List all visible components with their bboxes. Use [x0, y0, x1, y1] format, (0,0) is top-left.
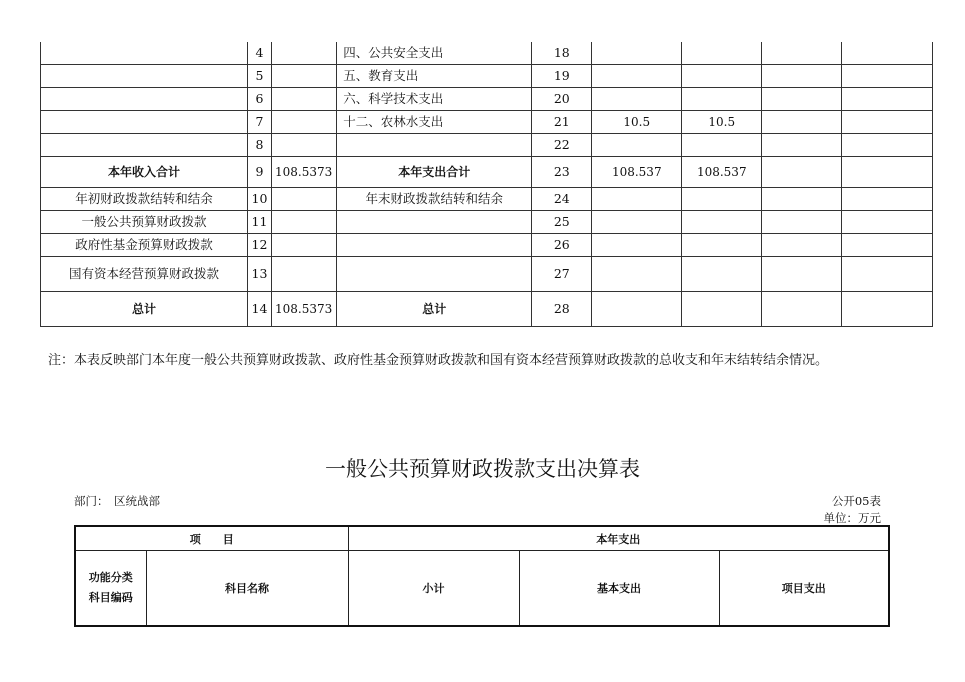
- income-item: 年初财政拨款结转和结余: [41, 188, 248, 211]
- expense-line-no: 21: [532, 111, 592, 134]
- expense-general-budget: [682, 257, 762, 292]
- income-amount: [272, 88, 337, 111]
- income-line-no: 12: [248, 234, 272, 257]
- expense-total: [592, 211, 682, 234]
- expense-gov-fund: [762, 292, 842, 327]
- expense-gov-fund: [762, 65, 842, 88]
- income-amount: [272, 65, 337, 88]
- expense-state-capital: [842, 292, 933, 327]
- func-code-line1: 功能分类: [88, 571, 133, 584]
- expense-item: 五、教育支出: [337, 65, 532, 88]
- expense-total: [592, 234, 682, 257]
- page-title: 一般公共预算财政拨款支出决算表: [325, 457, 640, 481]
- expense-item: 本年支出合计: [337, 157, 532, 188]
- expense-item: 年末财政拨款结转和结余: [337, 188, 532, 211]
- expense-gov-fund: [762, 211, 842, 234]
- expense-state-capital: [842, 42, 933, 65]
- table-row: [41, 42, 933, 65]
- expense-general-budget: [682, 188, 762, 211]
- income-item: [41, 111, 248, 134]
- func-code-line2: 科目编码: [88, 591, 133, 604]
- expense-item: 十二、农林水支出: [337, 111, 532, 134]
- expense-line-no: 22: [532, 134, 592, 157]
- income-amount: [272, 257, 337, 292]
- table-row: [41, 234, 933, 257]
- income-item: [41, 134, 248, 157]
- expense-state-capital: [842, 188, 933, 211]
- header-item: 项 目: [75, 526, 348, 551]
- expense-state-capital: [842, 211, 933, 234]
- table-row: [41, 157, 933, 188]
- expense-state-capital: [842, 157, 933, 188]
- expense-general-budget: 108.537: [682, 157, 762, 188]
- expense-gov-fund: [762, 188, 842, 211]
- income-line-no: 6: [248, 88, 272, 111]
- expense-total: [592, 257, 682, 292]
- expense-line-no: 27: [532, 257, 592, 292]
- income-line-no: 5: [248, 65, 272, 88]
- dept-label: 部门：: [74, 494, 109, 508]
- expense-state-capital: [842, 88, 933, 111]
- income-amount: [272, 111, 337, 134]
- expense-total: [592, 42, 682, 65]
- income-amount: [272, 234, 337, 257]
- income-item: 政府性基金预算财政拨款: [41, 234, 248, 257]
- expense-state-capital: [842, 111, 933, 134]
- expense-gov-fund: [762, 257, 842, 292]
- table-note: 注：本表反映部门本年度一般公共预算财政拨款、政府性基金预算财政拨款和国有资本经营预算财政拨款的总收支和年末结转结余情况。: [48, 353, 829, 368]
- expense-general-budget: [682, 211, 762, 234]
- income-line-no: 14: [248, 292, 272, 327]
- expenditure-table: [74, 525, 890, 627]
- income-amount: 108.5373: [272, 292, 337, 327]
- expense-gov-fund: [762, 157, 842, 188]
- expense-general-budget: [682, 234, 762, 257]
- expense-item: 四、公共安全支出: [337, 42, 532, 65]
- table-row: [41, 88, 933, 111]
- unit-label: 单位：万元: [823, 511, 881, 525]
- income-item: [41, 88, 248, 111]
- expense-general-budget: [682, 42, 762, 65]
- income-item: 一般公共预算财政拨款: [41, 211, 248, 234]
- header-year-expense: 本年支出: [348, 526, 889, 551]
- header-basic-expense: 基本支出: [519, 551, 719, 627]
- table-row: [41, 188, 933, 211]
- income-line-no: 7: [248, 111, 272, 134]
- table-row: [41, 292, 933, 327]
- table-row: [41, 257, 933, 292]
- expense-general-budget: 10.5: [682, 111, 762, 134]
- expense-total: 108.537: [592, 157, 682, 188]
- income-amount: [272, 211, 337, 234]
- income-item: 总计: [41, 292, 248, 327]
- expense-line-no: 20: [532, 88, 592, 111]
- expense-item: [337, 134, 532, 157]
- expense-general-budget: [682, 88, 762, 111]
- expense-line-no: 18: [532, 42, 592, 65]
- expense-item: [337, 257, 532, 292]
- expense-general-budget: [682, 65, 762, 88]
- expense-gov-fund: [762, 234, 842, 257]
- expense-general-budget: [682, 292, 762, 327]
- income-line-no: 8: [248, 134, 272, 157]
- expense-item: 总计: [337, 292, 532, 327]
- income-amount: 108.5373: [272, 157, 337, 188]
- expense-line-no: 26: [532, 234, 592, 257]
- income-line-no: 11: [248, 211, 272, 234]
- income-amount: [272, 188, 337, 211]
- expense-item: [337, 211, 532, 234]
- form-number: 公开05表: [831, 494, 881, 508]
- income-item: 本年收入合计: [41, 157, 248, 188]
- income-line-no: 4: [248, 42, 272, 65]
- income-amount: [272, 42, 337, 65]
- expense-total: [592, 292, 682, 327]
- expense-total: [592, 65, 682, 88]
- table-row: [41, 65, 933, 88]
- header-subject-name: 科目名称: [146, 551, 348, 627]
- header-subtotal: 小计: [348, 551, 519, 627]
- income-line-no: 10: [248, 188, 272, 211]
- expense-total: [592, 88, 682, 111]
- expense-total: [592, 188, 682, 211]
- expense-item: [337, 234, 532, 257]
- table-row: [41, 111, 933, 134]
- expense-total: 10.5: [592, 111, 682, 134]
- expense-state-capital: [842, 234, 933, 257]
- income-item: 国有资本经营预算财政拨款: [41, 257, 248, 292]
- income-amount: [272, 134, 337, 157]
- expense-line-no: 25: [532, 211, 592, 234]
- expense-gov-fund: [762, 134, 842, 157]
- income-item: [41, 65, 248, 88]
- dept-name: 区统战部: [114, 494, 160, 508]
- expense-general-budget: [682, 134, 762, 157]
- income-line-no: 9: [248, 157, 272, 188]
- expense-state-capital: [842, 134, 933, 157]
- income-line-no: 13: [248, 257, 272, 292]
- expense-line-no: 19: [532, 65, 592, 88]
- expense-state-capital: [842, 257, 933, 292]
- table-row: [41, 211, 933, 234]
- expense-gov-fund: [762, 42, 842, 65]
- expense-line-no: 28: [532, 292, 592, 327]
- header-func-code: [75, 551, 146, 627]
- expense-gov-fund: [762, 111, 842, 134]
- expense-total: [592, 134, 682, 157]
- expense-line-no: 23: [532, 157, 592, 188]
- income-item: [41, 42, 248, 65]
- expense-item: 六、科学技术支出: [337, 88, 532, 111]
- expense-gov-fund: [762, 88, 842, 111]
- income-expense-table: [40, 42, 933, 327]
- expense-line-no: 24: [532, 188, 592, 211]
- table-row: [41, 134, 933, 157]
- header-project-expense: 项目支出: [719, 551, 889, 627]
- expense-state-capital: [842, 65, 933, 88]
